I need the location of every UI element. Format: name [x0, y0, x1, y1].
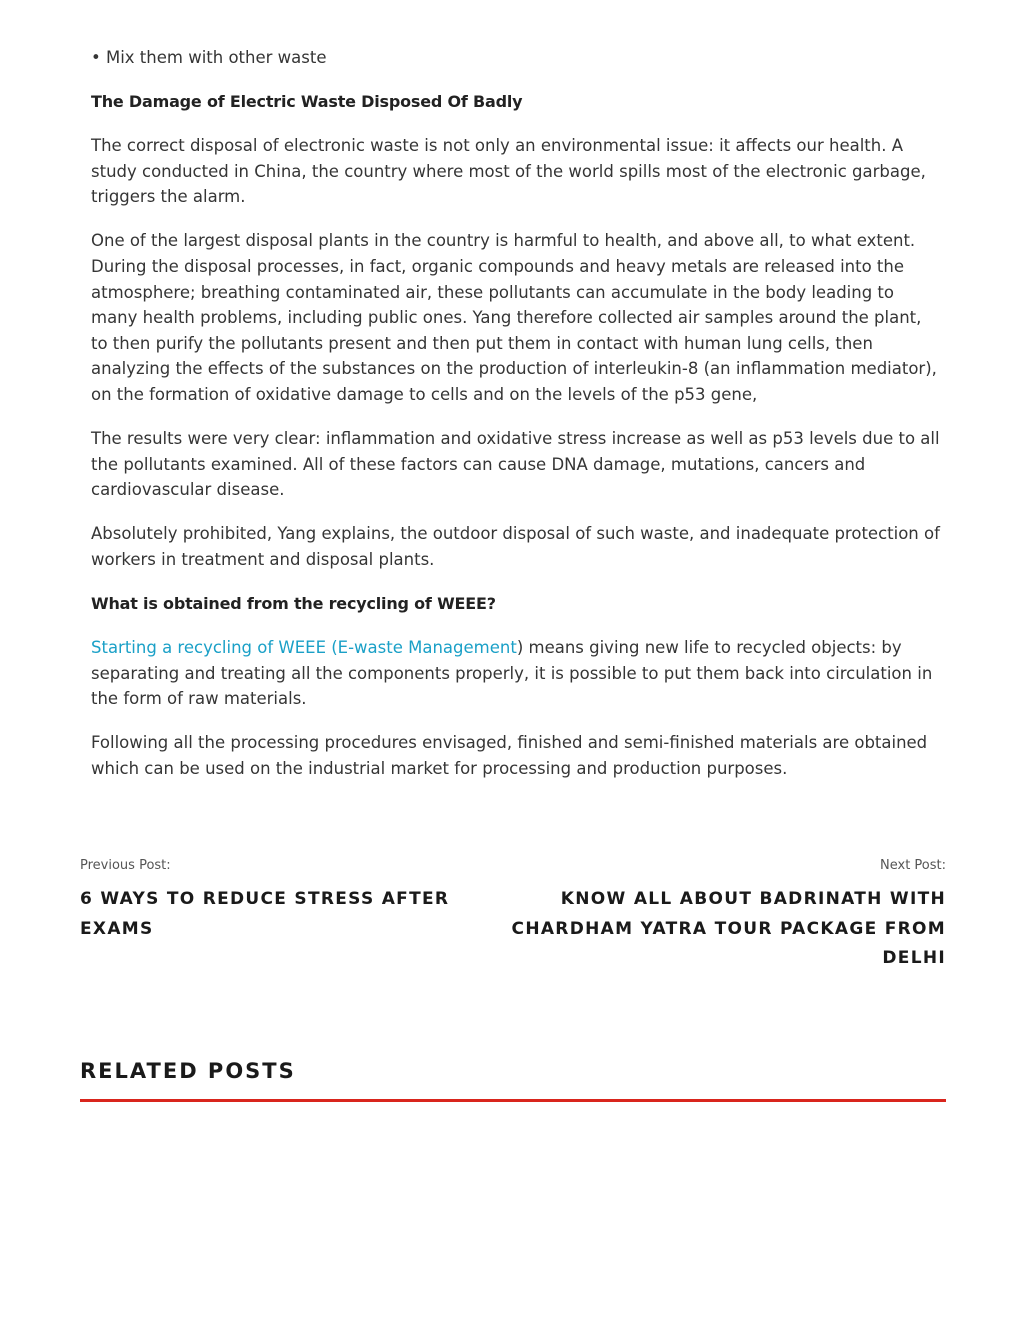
section-heading-recycling: What is obtained from the recycling of WEEE? — [91, 594, 496, 614]
paragraph: Following all the processing procedures envisaged, finished and semi-finished materials are obtained which can be used on the industrial market for processing and production purposes. — [91, 733, 928, 779]
paragraph: One of the largest disposal plants in the country is harmful to health, and above all, to what extent. During the disposal processes, in fact, organic compounds and heavy metals are released into the atmosphere; breathing contaminated air, these pollutants can accumulate in the body leading to many health problems, including public ones. Yang therefore collected air samples around the plant, to then purify the pollutants present and then put them in contact with human lung cells, then analyzing the effects of the substances on the production of interleukin-8 (an inflammation mediator), on the formation of oxidative damage to cells and on the levels of the p53 gene, — [91, 231, 937, 405]
previous-post — [80, 856, 520, 944]
paragraph: Absolutely prohibited, Yang explains, the outdoor disposal of such waste, and inadequate protection of workers in treatment and disposal plants. — [91, 524, 940, 569]
previous-post-link[interactable]: 6 WAYS TO REDUCE STRESS AFTER EXAMS — [80, 889, 450, 939]
paragraph-text: ) means giving new life to recycled objects: by separating and treating all the components properly, it is possible to put them back into circulation in the form of raw materials. — [91, 638, 933, 709]
paragraph-with-link — [91, 635, 941, 712]
ewaste-management-link[interactable]: Starting a recycling of WEEE (E-waste Management — [91, 638, 517, 658]
post-navigation — [80, 856, 946, 976]
paragraph: The correct disposal of electronic waste is not only an environmental issue: it affects our health. A study conducted in China, the country where most of the world spills most of the electronic garbage, triggers the alarm. — [91, 136, 926, 207]
next-post-link[interactable]: KNOW ALL ABOUT BADRINATH WITH CHARDHAM YATRA TOUR PACKAGE FROM DELHI — [511, 889, 946, 968]
related-posts-section — [80, 1055, 946, 1102]
section-heading-damage: The Damage of Electric Waste Disposed Of Badly — [91, 92, 523, 112]
paragraph: The results were very clear: inflammation and oxidative stress increase as well as p53 levels due to all the pollutants examined. All of these factors can cause DNA damage, mutations, cancers and cardiovascular disease. — [91, 429, 940, 500]
next-post-caption: Next Post: — [880, 858, 946, 873]
next-post — [506, 856, 946, 974]
article-body — [91, 45, 941, 800]
previous-post-caption: Previous Post: — [80, 858, 171, 873]
related-posts-divider — [80, 1099, 946, 1102]
bullet-item: • Mix them with other waste — [91, 48, 327, 67]
related-posts-title: RELATED POSTS — [80, 1059, 296, 1083]
